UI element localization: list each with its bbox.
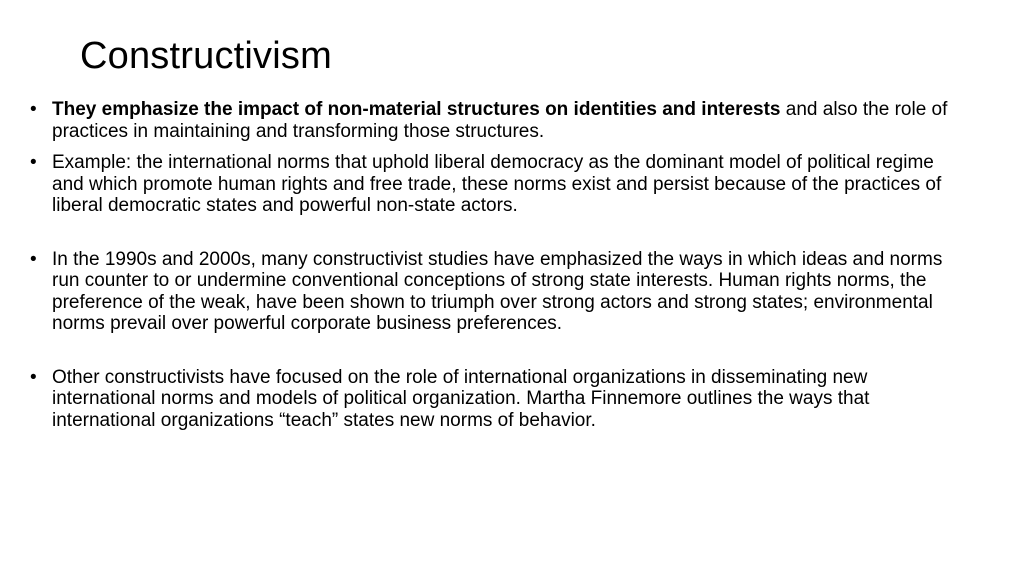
bullet-dot-icon: • — [30, 366, 37, 388]
bullet-item — [30, 152, 960, 217]
bullet-text: In the 1990s and 2000s, many constructivist studies have emphasized the ways in which ideas and norms run counter to or undermine conventional conceptions of strong state interests. Human rights norms, the preference of the weak, have been shown to triumph over strong actors and strong states; environmental norms prevail over powerful corporate business preferences. — [52, 248, 943, 334]
bullet-item — [30, 367, 960, 432]
bullet-text: Other constructivists have focused on the role of international organizations in disseminating new international norms and models of political organization. Martha Finnemore outlines the ways that international organizations “teach” states new norms of behavior. — [52, 366, 870, 431]
bullet-text: Example: the international norms that uphold liberal democracy as the dominant model of political regime and which promote human rights and free trade, these norms exist and persist because of the practices of liberal democratic states and powerful non-state actors. — [52, 152, 942, 216]
bullet-item — [30, 99, 960, 142]
bullet-dot-icon: • — [30, 99, 37, 120]
slide-title: Constructivism — [80, 35, 332, 77]
bullet-item — [30, 249, 960, 335]
bullet-text: and also the role of practices in maintaining and transforming those structures. — [52, 99, 948, 142]
bullet-bold-lead: They emphasize the impact of non-material structures on identities and interests — [52, 99, 781, 120]
bullet-dot-icon: • — [30, 248, 37, 270]
bullet-list — [30, 99, 960, 431]
bullet-dot-icon: • — [30, 152, 37, 173]
